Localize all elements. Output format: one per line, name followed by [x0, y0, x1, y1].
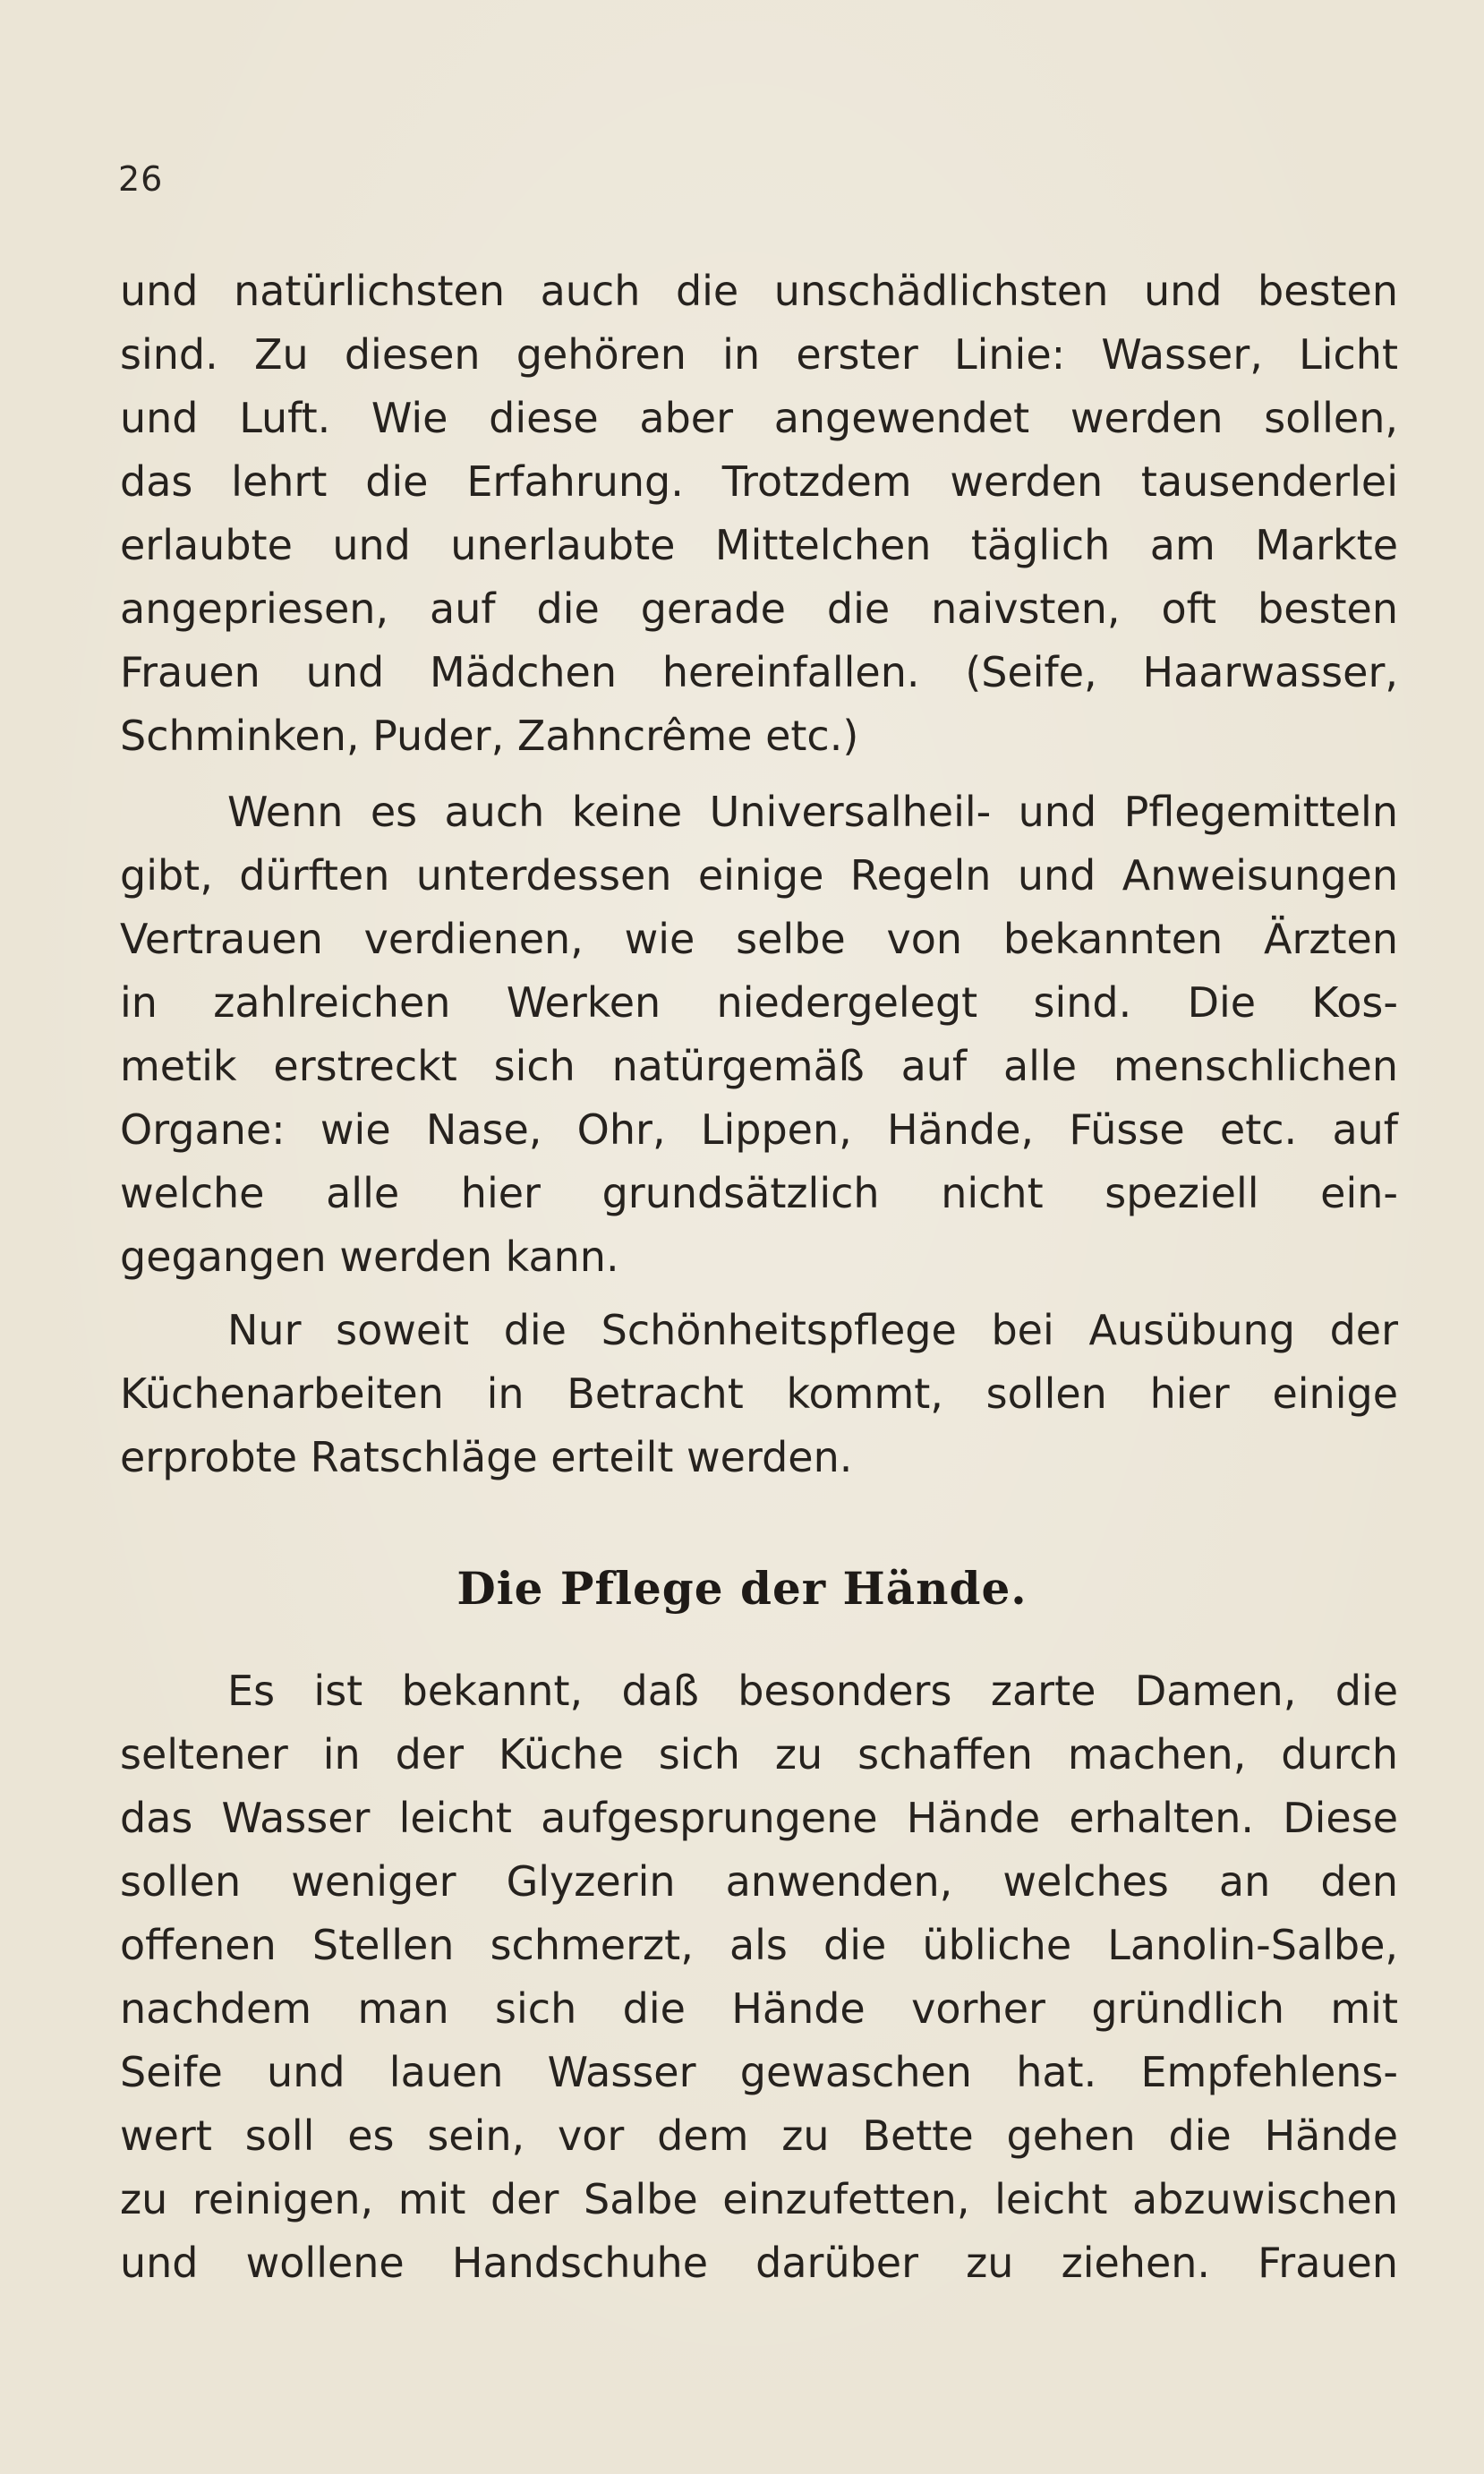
- text-line: und Luft. Wie diese aber angewendet werden sollen,: [120, 394, 1398, 442]
- text-line: gegangen werden kann.: [120, 1233, 619, 1281]
- paragraph-1: [120, 260, 1398, 768]
- text-line: metik erstreckt sich natürgemäß auf alle menschlichen: [120, 1042, 1398, 1090]
- page-number: 26: [118, 159, 164, 199]
- text-line: erprobte Ratschläge erteilt werden.: [120, 1433, 853, 1481]
- text-line: wert soll es sein, vor dem zu Bette gehen die Hände: [120, 2111, 1398, 2160]
- text-line: Seife und lauen Wasser gewaschen hat. Empfehlens-: [120, 2048, 1398, 2096]
- text-line: nachdem man sich die Hände vorher gründlich mit: [120, 1984, 1398, 2033]
- text-line: angepriesen, auf die gerade die naivsten, oft besten: [120, 584, 1398, 633]
- text-line: Frauen und Mädchen hereinfallen. (Seife, Haarwasser,: [120, 648, 1398, 696]
- text-line: welche alle hier grundsätzlich nicht speziell ein-: [120, 1169, 1398, 1217]
- text-line: zu reinigen, mit der Salbe einzufetten, leicht abzuwischen: [120, 2175, 1398, 2223]
- text-line: das Wasser leicht aufgesprungene Hände erhalten. Diese: [120, 1794, 1398, 1842]
- text-line: in zahlreichen Werken niedergelegt sind. Die Kos-: [120, 978, 1398, 1027]
- text-line: sind. Zu diesen gehören in erster Linie: Wasser, Licht: [120, 330, 1398, 379]
- text-line: und natürlichsten auch die unschädlichsten und besten: [120, 267, 1398, 315]
- text-line: und wollene Handschuhe darüber zu ziehen. Frauen: [120, 2239, 1398, 2287]
- text-line: offenen Stellen schmerzt, als die übliche Lanolin-Salbe,: [120, 1921, 1398, 1969]
- paragraph-2: [120, 781, 1398, 1289]
- text-line: erlaubte und unerlaubte Mittelchen täglich am Markte: [120, 521, 1398, 569]
- text-line: Vertrauen verdienen, wie selbe von bekannten Ärzten: [120, 915, 1398, 963]
- text-line: sollen weniger Glyzerin anwenden, welches an den: [120, 1857, 1398, 1906]
- section-heading: Die Pflege der Hände.: [456, 1562, 1028, 1615]
- text-line: Organe: wie Nase, Ohr, Lippen, Hände, Füsse etc. auf: [120, 1105, 1398, 1154]
- text-line: Schminken, Puder, Zahncrême etc.): [120, 712, 859, 760]
- text-line: Nur soweit die Schönheitspflege bei Ausübung der: [227, 1306, 1398, 1354]
- text-line: Wenn es auch keine Universalheil- und Pflegemitteln: [227, 788, 1398, 836]
- paragraph-3: [120, 1299, 1398, 1489]
- text-line: seltener in der Küche sich zu schaffen machen, durch: [120, 1730, 1398, 1779]
- text-line: das lehrt die Erfahrung. Trotzdem werden tausenderlei: [120, 457, 1398, 506]
- text-line: gibt, dürften unterdessen einige Regeln und Anweisungen: [120, 851, 1398, 900]
- text-line: Es ist bekannt, daß besonders zarte Damen, die: [227, 1667, 1398, 1715]
- text-line: Küchenarbeiten in Betracht kommt, sollen hier einige: [120, 1369, 1398, 1418]
- section-body: [120, 1659, 1398, 2295]
